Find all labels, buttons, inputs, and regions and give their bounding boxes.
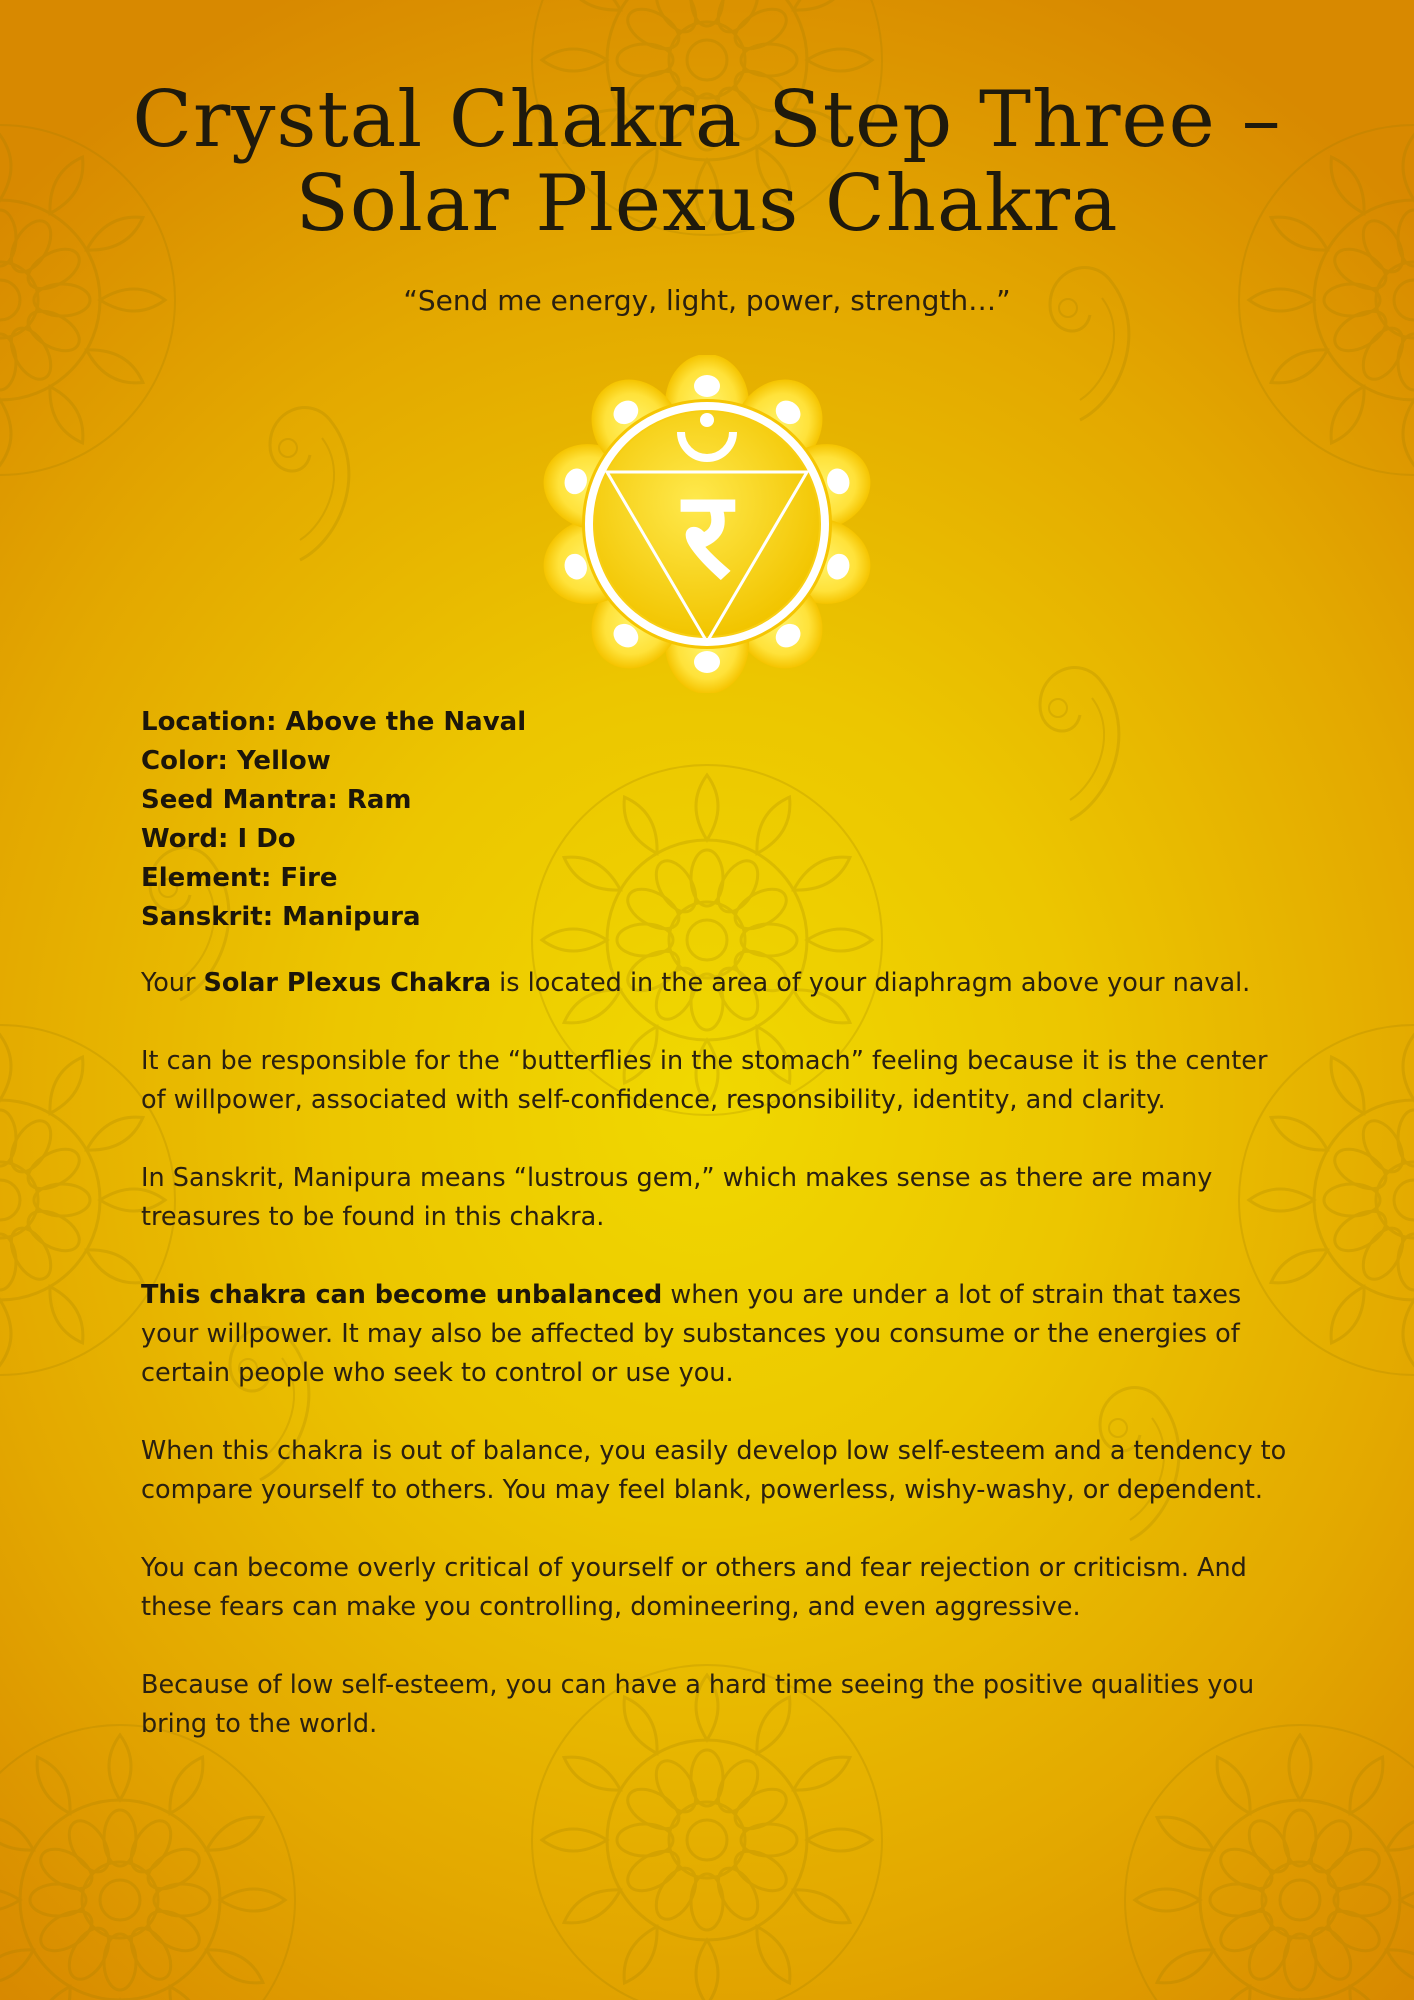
paragraph-unbalanced <box>141 1276 1291 1393</box>
fact-seed-mantra: Seed Mantra: Ram <box>141 785 412 815</box>
paragraph-location-post: is located in the area of your diaphragm above your naval. <box>491 968 1251 998</box>
manipura-chakra-icon <box>538 355 876 693</box>
paragraph-location <box>141 964 1291 1003</box>
chakra-facts-list <box>141 703 1281 937</box>
fact-color: Color: Yellow <box>141 746 331 776</box>
unbalanced-bold: This chakra can become unbalanced <box>141 1280 663 1310</box>
fact-sanskrit: Sanskrit: Manipura <box>141 902 421 932</box>
title-line-1: Crystal Chakra Step Three – <box>132 75 1282 165</box>
fact-element: Element: Fire <box>141 863 338 893</box>
seed-syllable: र <box>682 466 732 605</box>
subtitle-quote: “Send me energy, light, power, strength…” <box>403 284 1011 317</box>
paragraph-location-pre: Your <box>141 968 204 998</box>
page-title <box>0 75 1414 249</box>
paragraph-self-esteem: Because of low self-esteem, you can have a hard time seeing the positive qualities you bring to the world. <box>141 1670 1255 1739</box>
paragraph-critical: You can become overly critical of yourself or others and fear rejection or criticism. And these fears can make you controlling, domineering, and even aggressive. <box>141 1553 1247 1622</box>
paragraph-sanskrit: In Sanskrit, Manipura means “lustrous gem,” which makes sense as there are many treasures to be found in this chakra. <box>141 1163 1213 1232</box>
fact-location: Location: Above the Naval <box>141 707 527 737</box>
fact-word: Word: I Do <box>141 824 296 854</box>
paragraph-out-of-balance: When this chakra is out of balance, you easily develop low self-esteem and a tendency to compare yourself to others. You may feel blank, powerless, wishy-washy, or dependent. <box>141 1436 1287 1505</box>
paragraph-unbalanced-post: when you are under a lot of strain that taxes your willpower. It may also be affected by substances you consume or the energies of certain people who seek to control or use you. <box>141 1280 1242 1388</box>
title-line-2: Solar Plexus Chakra <box>295 159 1119 249</box>
solar-plexus-bold: Solar Plexus Chakra <box>203 968 492 998</box>
paragraph-butterflies: It can be responsible for the “butterflies in the stomach” feeling because it is the center of willpower, associated with self-confidence, responsibility, identity, and clarity. <box>141 1046 1268 1115</box>
body-text <box>141 964 1291 1783</box>
